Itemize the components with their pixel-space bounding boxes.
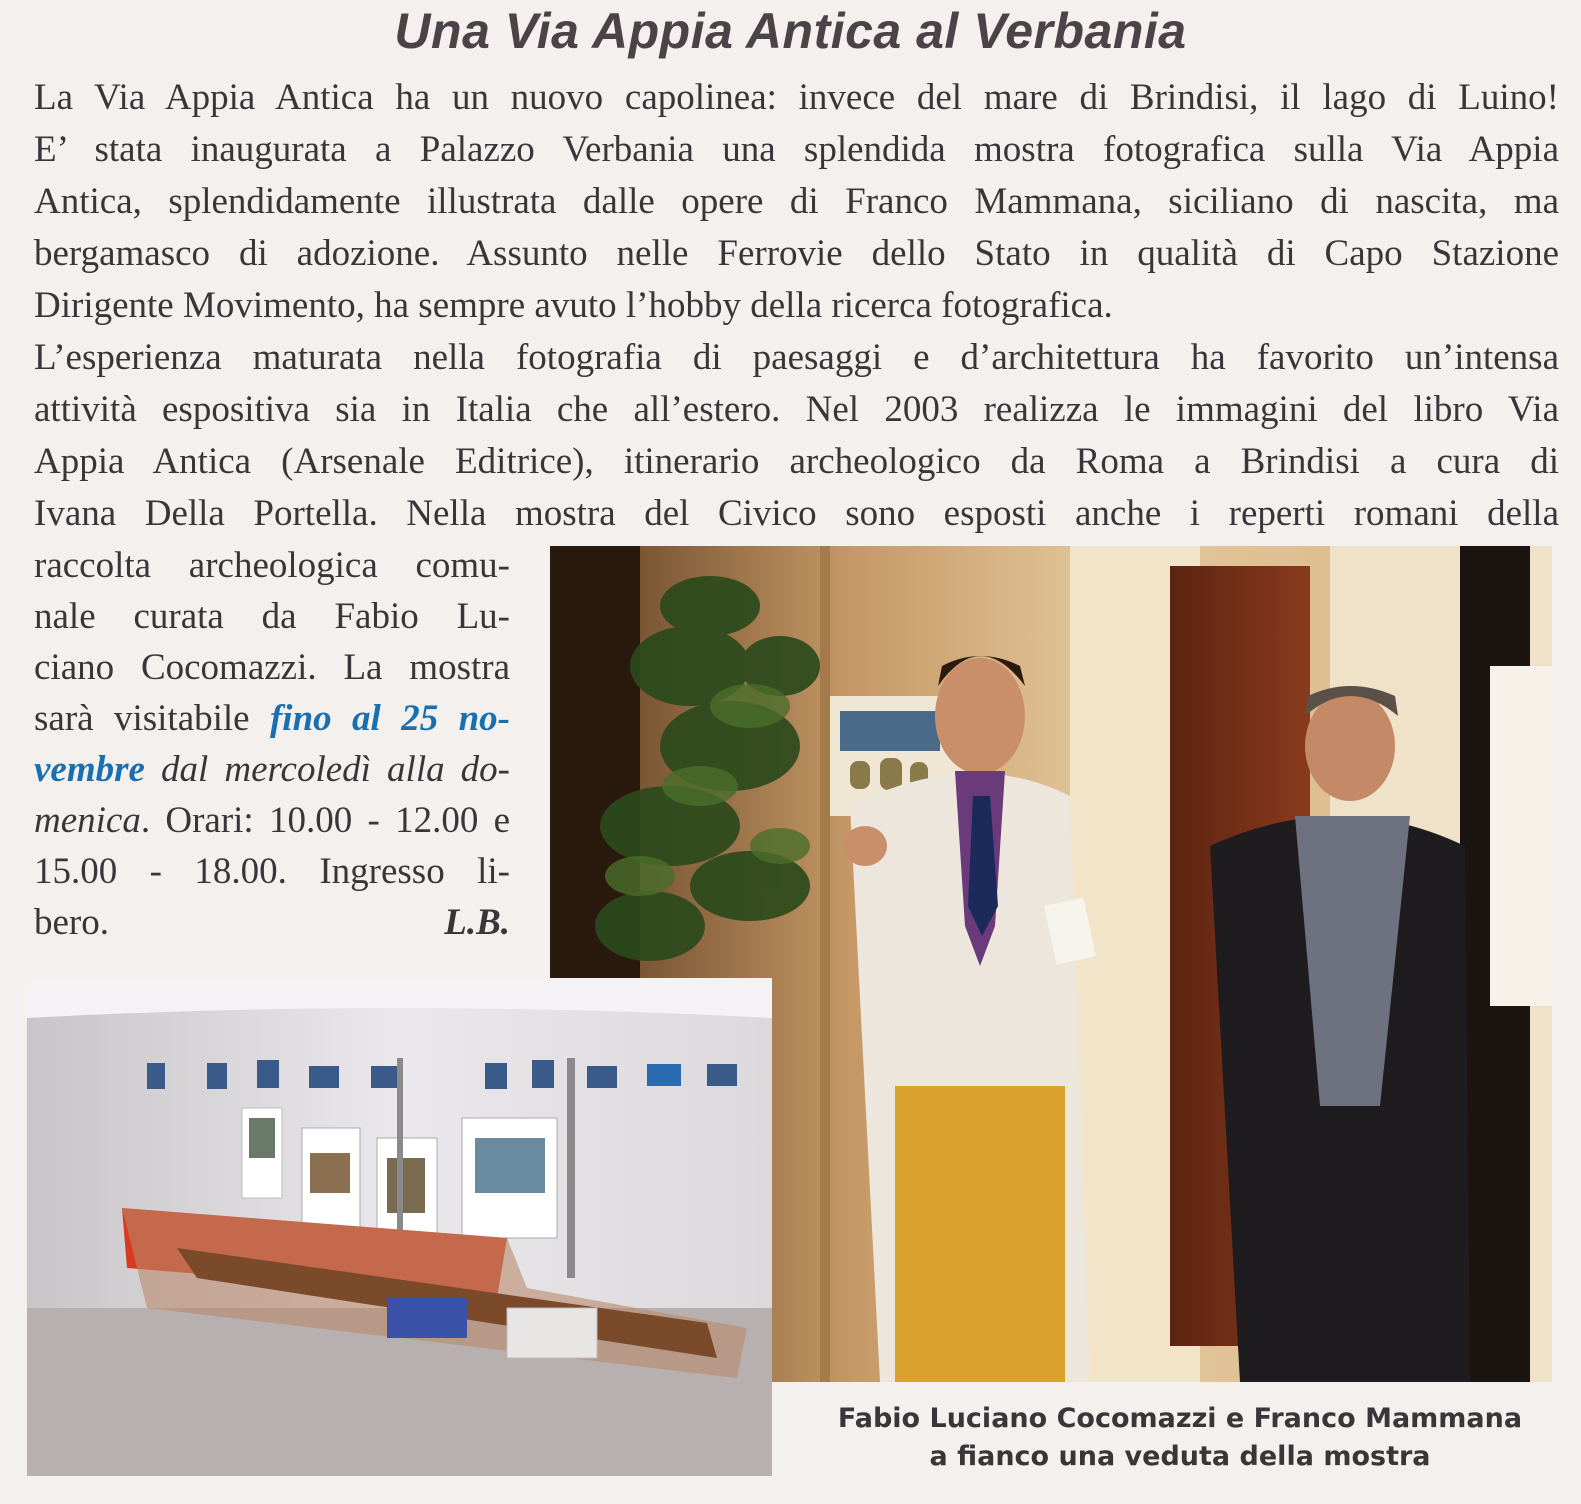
body-line-1: La Via Appia Antica ha un nuovo capolinea: invece del mare di Brindisi, il lago di Luino!	[34, 77, 1559, 118]
side-line-8-text: bero.	[34, 902, 109, 943]
exhibition-photo	[27, 978, 772, 1476]
date-highlight: fino al 25 no-	[269, 698, 510, 739]
body-line-2: E’ stata inaugurata a Palazzo Verbania una splendida mostra fotografica sulla Via Appia	[34, 129, 1559, 170]
body-line-4: bergamasco di adozione. Assunto nelle Ferrovie dello Stato in qualità di Capo Stazione	[34, 233, 1559, 274]
body-line-3: Antica, splendidamente illustrata dalle opere di Franco Mammana, siciliano di nascita, ma	[34, 181, 1559, 222]
body-line-9: Ivana Della Portella. Nella mostra del Civico sono esposti anche i reperti romani della	[34, 493, 1559, 534]
article-title: Una Via Appia Antica al Verbania	[394, 3, 1187, 59]
side-line-6-text: . Orari: 10.00 - 12.00 e	[140, 800, 510, 841]
side-line-3: ciano Cocomazzi. La mostra	[34, 647, 510, 688]
side-line-6-italic: menica	[34, 800, 141, 841]
side-line-5	[34, 744, 510, 795]
side-line-7: 15.00 - 18.00. Ingresso li-	[34, 851, 510, 892]
signature-line: L.B.	[444, 902, 510, 943]
photo-caption-line-1: Fabio Luciano Cocomazzi e Franco Mammana	[837, 1403, 1523, 1434]
body-line-8: Appia Antica (Arsenale Editrice), itinerario archeologico da Roma a Brindisi a cura di	[34, 441, 1559, 482]
body-line-7: attività espositiva sia in Italia che all’estero. Nel 2003 realizza le immagini del libro Via	[34, 389, 1559, 430]
side-line-6	[34, 795, 510, 846]
side-line-1: raccolta archeologica comu-	[34, 545, 510, 586]
side-line-2: nale curata da Fabio Lu-	[34, 596, 510, 637]
date-highlight-cont: vembre	[34, 749, 145, 790]
side-line-5-text: dal mercoledì alla do-	[144, 749, 510, 790]
body-line-5: Dirigente Movimento, ha sempre avuto l’hobby della ricerca fotografica.	[34, 285, 1113, 326]
side-line-4-text: sarà visitabile	[34, 698, 270, 739]
body-line-6: L’esperienza maturata nella fotografia di paesaggi e d’architettura ha favorito un’intensa	[34, 337, 1559, 378]
photo-caption-line-2: a fianco una veduta della mostra	[929, 1441, 1431, 1472]
side-line-4	[34, 693, 510, 744]
